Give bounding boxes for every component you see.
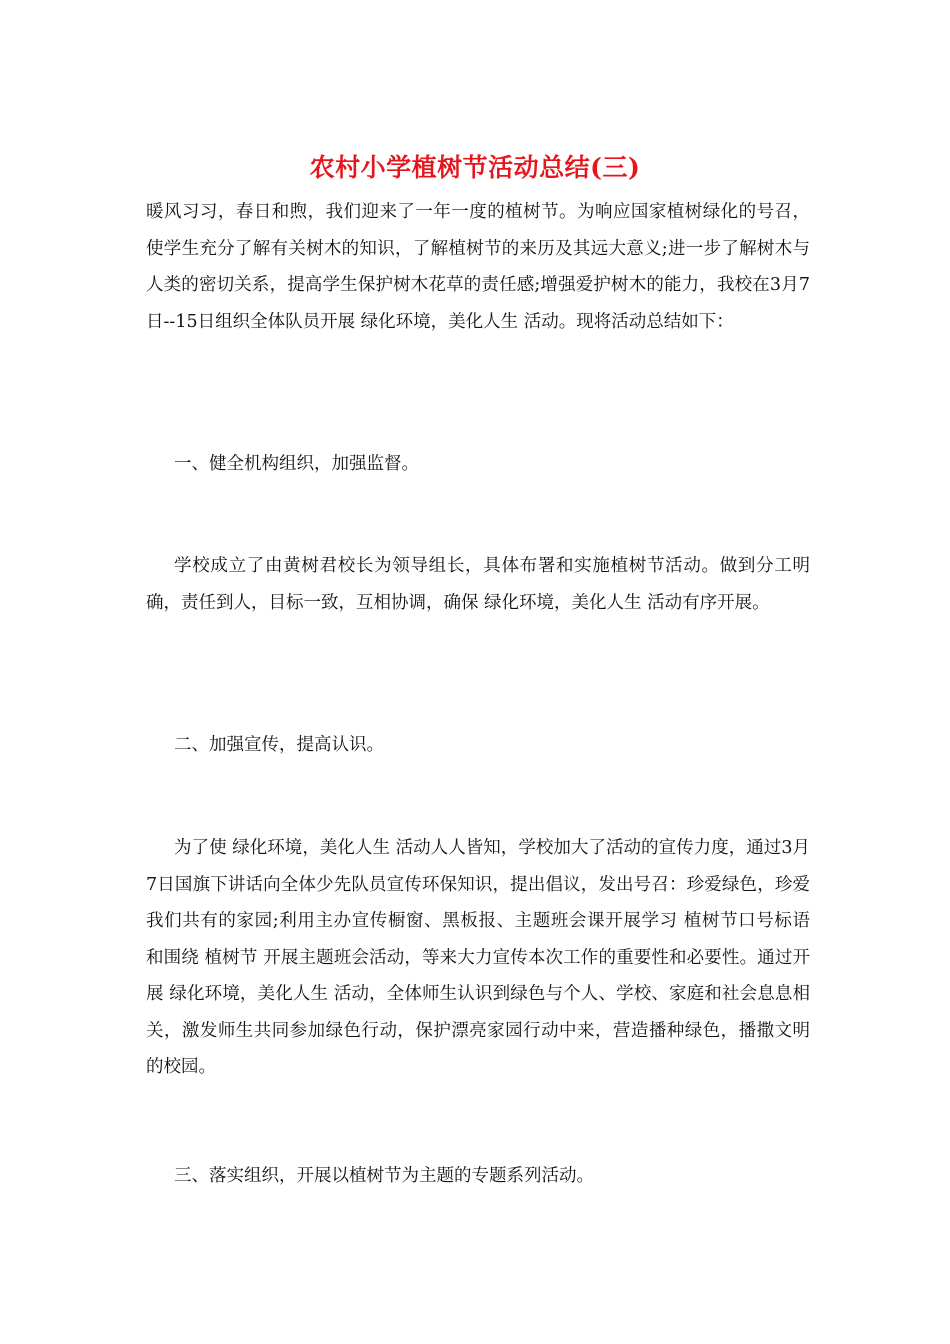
section-1-heading: 一、健全机构组织，加强监督。	[174, 454, 419, 474]
document-title: 农村小学植树节活动总结(三)	[309, 153, 641, 182]
intro-paragraph: 暖风习习，春日和煦，我们迎来了一年一度的植树节。为响应国家植树绿化的号召，使学生充分了解有关树木的知识，了解植树节的来历及其远大意义;进一步了解树木与人类的密切关系，提高学生保护树木花草的责任感;增强爱护树木的能力，我校在3月7日--15日组织全体队员开展 绿化环境，美化人生 活动。现将活动总结如下：	[146, 202, 810, 332]
section-1-body: 学校成立了由黄树君校长为领导组长，具体布署和实施植树节活动。做到分工明确，责任到人，目标一致，互相协调，确保 绿化环境，美化人生 活动有序开展。	[146, 556, 810, 613]
section-2-body: 为了使 绿化环境，美化人生 活动人人皆知，学校加大了活动的宣传力度，通过3月7日国旗下讲话向全体少先队员宣传环保知识，提出倡议，发出号召：珍爱绿色，珍爱我们共有的家园;利用主办宣传橱窗、黑板报、主题班会课开展学习 植树节口号标语 和围绕 植树节 开展主题班会活动，等来大力宣传本次工作的重要性和必要性。通过开展 绿化环境，美化人生 活动，全体师生认识到绿色与个人、学校、家庭和社会息息相关，激发师生共同参加绿色行动，保护漂亮家园行动中来，营造播种绿色，播撒文明的校园。	[146, 838, 810, 1077]
section-2-heading: 二、加强宣传，提高认识。	[174, 735, 384, 755]
section-3-heading: 三、落实组织，开展以植树节为主题的专题系列活动。	[174, 1166, 594, 1186]
